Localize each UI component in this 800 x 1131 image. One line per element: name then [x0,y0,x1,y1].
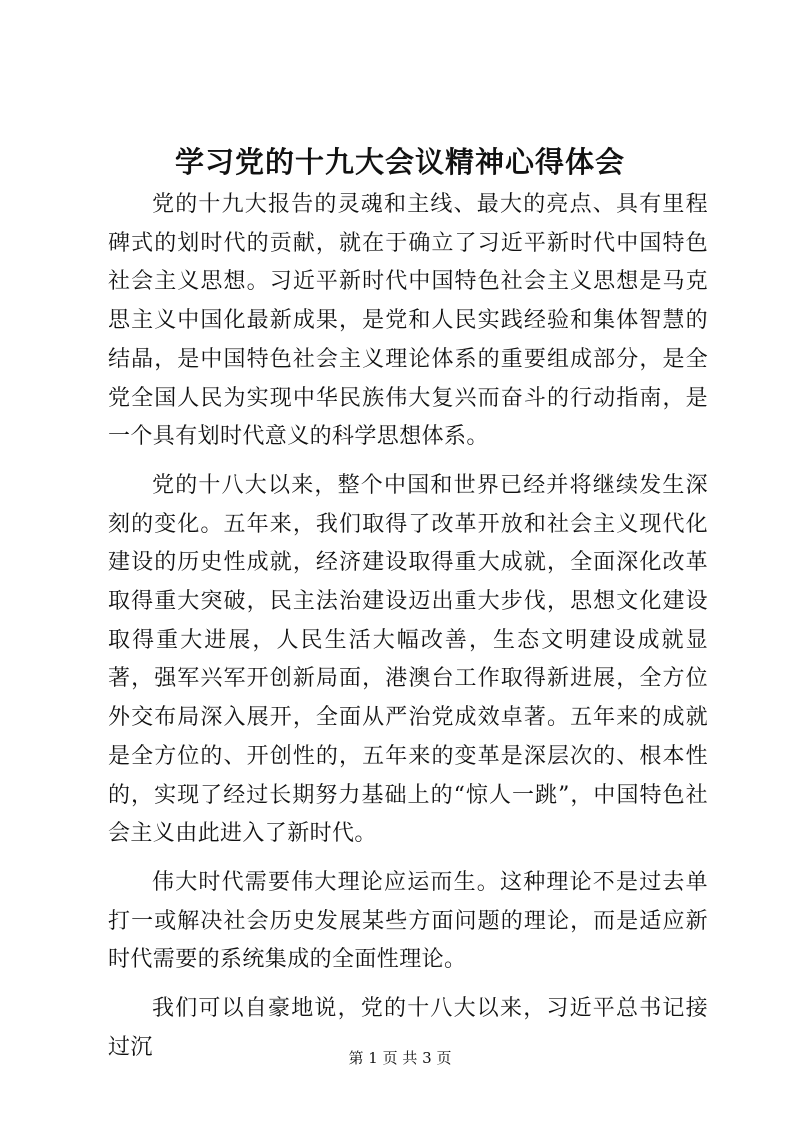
paragraph: 我们可以自豪地说，党的十八大以来，习近平总书记接过沉 [108,996,708,1060]
document-title: 学习党的十九大会议精神心得体会 [174,145,625,179]
paragraph: 党的十九大报告的灵魂和主线、最大的亮点、具有里程碑式的划时代的贡献，就在于确立了习近平新时代中国特色社会主义思想。习近平新时代中国特色社会主义思想是马克思主义中国化最新成果，是党和人民实践经验和集体智慧的结晶，是中国特色社会主义理论体系的重要组成部分，是全党全国人民为实现中华民族伟大复兴而奋斗的行动指南，是一个具有划时代意义的科学思想体系。 [108,192,708,450]
page-footer: 第 1 页 共 3 页 [348,1049,452,1067]
document-body [108,186,708,1077]
paragraph: 伟大时代需要伟大理论应运而生。这种理论不是过去单打一或解决社会历史发展某些方面问题的理论，而是适应新时代需要的系统集成的全面性理论。 [108,869,708,973]
paragraph: 党的十八大以来，整个中国和世界已经并将继续发生深刻的变化。五年来，我们取得了改革开放和社会主义现代化建设的历史性成就，经济建设取得重大成就，全面深化改革取得重大突破，民主法治建设迈出重大步伐，思想文化建设取得重大进展，人民生活大幅改善，生态文明建设成就显著，强军兴军开创新局面，港澳台工作取得新进展，全方位外交布局深入展开，全面从严治党成效卓著。五年来的成就是全方位的、开创性的，五年来的变革是深层次的、根本性的，实现了经过长期努力基础上的“惊人一跳”，中国特色社会主义由此进入了新时代。 [108,472,708,847]
